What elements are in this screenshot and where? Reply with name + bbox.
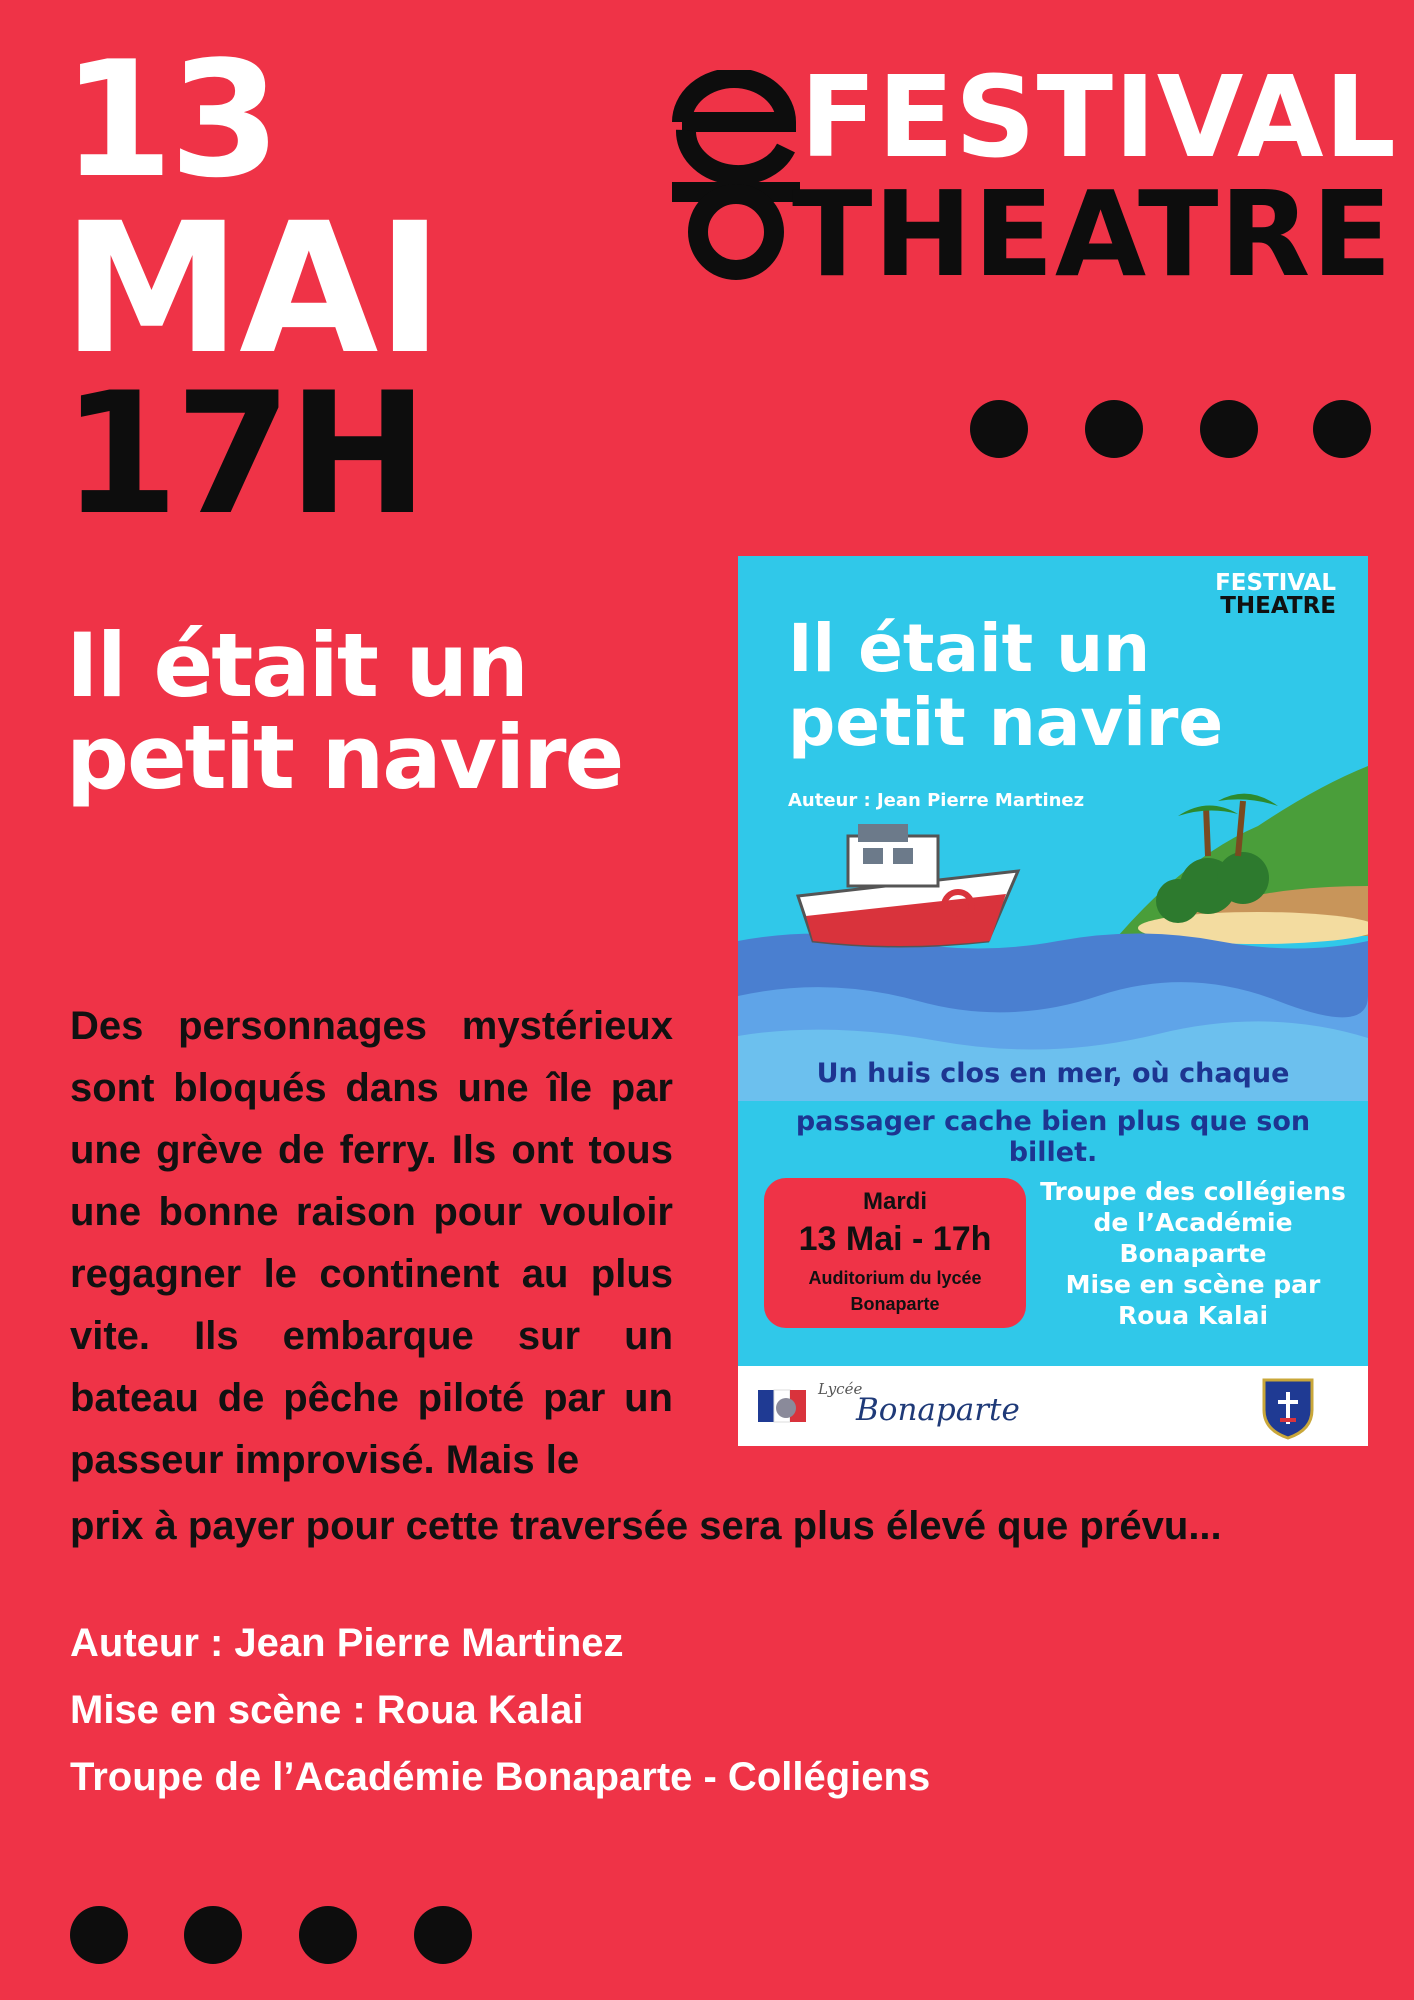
play-title-line1: Il était un [66,614,527,717]
poster-title-line2: petit navire [788,684,1224,761]
poster-date-time: 13 Mai - 17h [798,1220,992,1258]
poster-footer [738,1366,1368,1446]
play-title-line2: petit navire [66,706,623,809]
decorative-dot [1313,400,1371,458]
credit-troupe: Troupe de l’Académie Bonaparte - Collégiens [70,1755,931,1799]
decorative-dot [1085,400,1143,458]
decorative-dot [970,400,1028,458]
poster-troupe-line2: de l’Académie [1093,1208,1293,1237]
logo-festival-text: FESTIVAL [800,53,1397,183]
poster-venue-line1: Auditorium du lycée [808,1268,982,1288]
poster-tagline-line1: Un huis clos en mer, où chaque [816,1058,1290,1089]
poster-venue-line2: Bonaparte [850,1294,940,1314]
play-title [66,614,706,809]
poster-troupe-line5: Roua Kalai [1117,1301,1269,1330]
poster-author: Auteur : Jean Pierre Martinez [788,790,1085,811]
date-day: 13 [62,26,277,213]
credit-director: Mise en scène : Roua Kalai [70,1688,584,1732]
decorative-dot [1200,400,1258,458]
poster-day-name: Mardi [862,1188,927,1215]
poster-logo-festival: FESTIVAL [1215,570,1336,596]
poster-title [788,612,1308,760]
academy-shield-icon [1260,1374,1316,1440]
play-description: Des personnages mystérieux sont bloqués dans une île par une grève de ferry. Ils ont tous une bonne raison pour vouloir regagner le continent au plus vite. Ils embarque sur un bateau de pêche piloté par un passeur improvisé. Mais le [70,1004,673,1482]
poster-tagline-line2: passager cache bien plus que son billet. [795,1106,1311,1168]
logo-theatre-text: THEATRE [792,165,1393,303]
date-hour: 17H [62,356,425,552]
poster-troupe-line4: Mise en scène par [1065,1270,1321,1299]
poster-troupe-line1: Troupe des collégiens [1040,1177,1346,1206]
poster-logo-theatre: THEATRE [1220,593,1336,619]
poster-date-box [764,1178,1026,1328]
decorative-dot [70,1906,128,1964]
decorative-dot [184,1906,242,1964]
lycee-logo-name: Bonaparte [856,1392,1020,1428]
poster-troupe-line3: Bonaparte [1119,1239,1267,1268]
french-flag-icon [758,1386,806,1426]
decorative-dot [414,1906,472,1964]
credit-author: Auteur : Jean Pierre Martinez [70,1621,624,1665]
poster-venue [764,1265,1026,1317]
poster-troupe [1038,1176,1348,1331]
date-month: MAI [62,185,442,394]
decorative-dot [299,1906,357,1964]
play-poster [738,556,1368,1446]
play-description-last-line: prix à payer pour cette traversée sera plus élevé que prévu... [70,1504,1222,1548]
festival-logo-mark-icon [672,70,800,280]
lycee-logo-small: Lycée [818,1380,863,1398]
poster-title-line1: Il était un [788,610,1151,687]
